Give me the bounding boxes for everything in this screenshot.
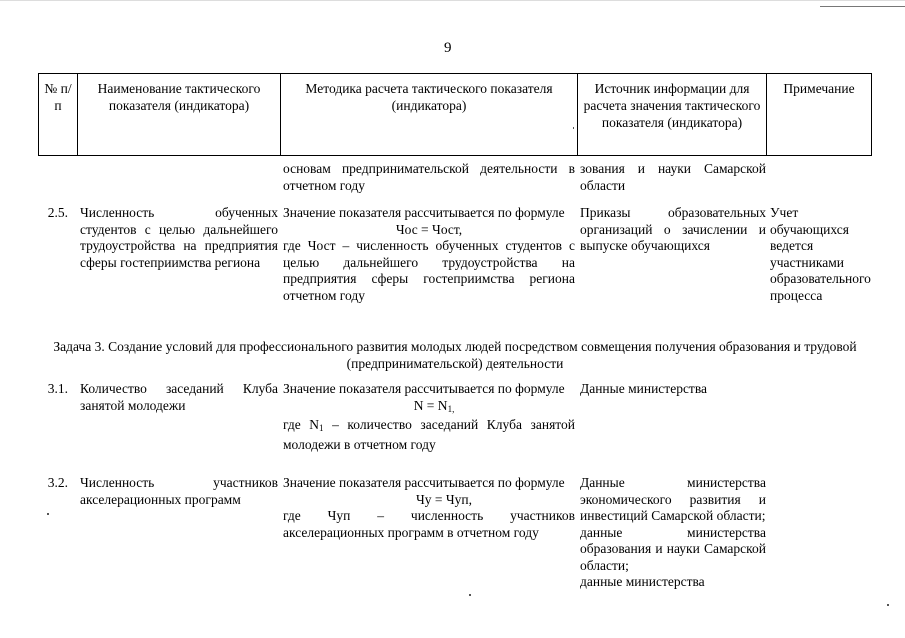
- continuation-source: зования и науки Самарской области: [580, 161, 766, 193]
- header-source: Источник информации для расчета значения тактического показателя (индикатора): [578, 74, 767, 156]
- source-item: данные министерства образования и науки Самарской области;: [580, 524, 766, 573]
- header-name: Наименование тактического показателя (индикатора): [78, 74, 281, 156]
- scan-edge-line: [0, 0, 905, 1]
- row-3-1-source: Данные министерства: [580, 381, 708, 396]
- page-number: 9: [444, 40, 452, 56]
- row-3-1-name: Количество заседаний Клуба занятой молодежи: [80, 381, 278, 413]
- row-3-2-num: 3.2.: [47, 475, 68, 490]
- row-3-2-name: Численность участников акселерационных программ: [80, 475, 278, 507]
- header-note: Примечание: [767, 74, 872, 156]
- row-2-5-source: Приказы образовательных организаций о зачислении и выпуске обучающихся: [580, 205, 766, 253]
- table-header: [38, 73, 872, 156]
- method-description: [283, 417, 575, 453]
- scan-speck: [469, 594, 471, 596]
- header-num: № п/п: [39, 74, 78, 156]
- formula: Чу = Чуп,: [415, 491, 472, 507]
- method-intro: Значение показателя рассчитывается по формуле: [283, 381, 565, 396]
- scan-edge-line: [820, 6, 905, 7]
- task-3-heading: Задача 3. Создание условий для профессионального развития молодых людей посредством совмещения получения образования и трудовой (предпринимательской) деятельности: [53, 339, 857, 371]
- method-description-text: – количество заседаний Клуба занятой молодежи в отчетном году: [283, 417, 575, 452]
- row-3-2-method: [283, 475, 575, 541]
- scan-speck: [573, 127, 574, 129]
- row-2-5-method: [283, 205, 575, 304]
- method-intro: Значение показателя рассчитывается по формуле: [283, 205, 565, 220]
- method-intro: Значение показателя рассчитывается по формуле: [283, 475, 565, 490]
- continuation-method: основам предпринимательской деятельности в отчетном году: [283, 161, 575, 193]
- row-3-1-method: [283, 381, 575, 453]
- method-description-subscript: 1: [319, 423, 324, 433]
- formula: [283, 398, 575, 418]
- source-item: данные министерства: [580, 574, 705, 589]
- row-2-5-name: Численность обученных студентов с целью дальнейшего трудоустройства на предприятия сферы гостеприимства региона: [80, 205, 278, 270]
- source-item: Данные министерства экономического развития и инвестиций Самарской области;: [580, 475, 766, 523]
- row-2-5-num: 2.5.: [47, 205, 68, 220]
- scan-speck: [47, 513, 49, 515]
- row-3-2-source: [580, 475, 766, 591]
- scan-speck: [887, 604, 889, 606]
- method-description-prefix: где N: [283, 417, 320, 432]
- method-description: где Чуп – численность участников акселерационных программ в отчетном году: [283, 508, 575, 540]
- formula: Чос = Чост,: [395, 221, 463, 237]
- formula-main: N = N: [413, 397, 448, 413]
- row-3-1-num: 3.1.: [47, 381, 68, 396]
- header-method: Методика расчета тактического показателя (индикатора): [281, 74, 578, 156]
- row-2-5-note: Учет обучающихся ведется участниками образовательного процесса: [770, 205, 871, 303]
- formula-subscript: 1,: [447, 403, 455, 414]
- method-description: где Чост – численность обученных студентов с целью дальнейшего трудоустройства на предприятия сферы гостеприимства региона отчетном году: [283, 238, 575, 303]
